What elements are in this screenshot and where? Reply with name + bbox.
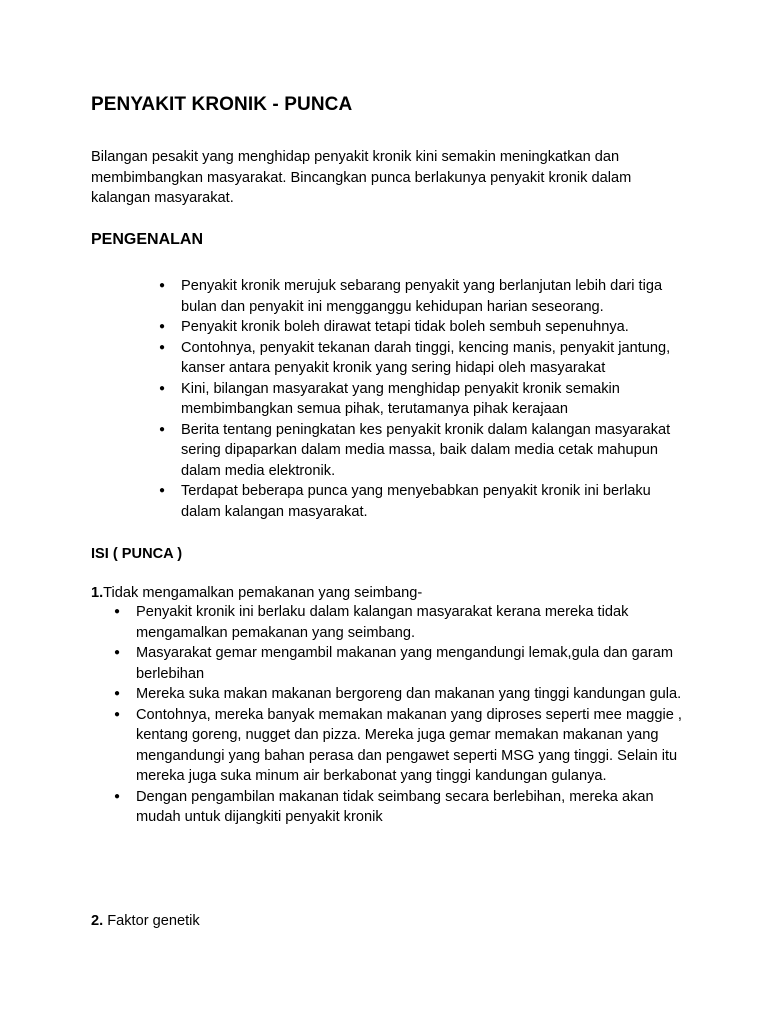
point-number: 1. [91,585,104,601]
list-item: ● Berita tentang peningkatan kes penyakit kronik dalam kalangan masyarakat sering dipaparkan dalam media massa, baik dalam media cetak mahupun dalam media elektronik. [181,420,691,482]
section-heading-isi: ISI ( PUNCA ) [91,546,183,562]
list-item: ● Mereka suka makan makanan bergoreng dan makanan yang tinggi kandungan gula. [136,684,691,705]
list-item: ● Contohnya, mereka banyak memakan makanan yang diproses seperti mee maggie , kentang goreng, nugget dan pizza. Mereka juga gemar memakan makanan yang mengandungi yang bahan perasa dan pengawet seperti MSG yang tinggi. Selain itu mereka juga suka minum air berkabonat yang tinggi kandungan gulanya. [136,705,691,787]
punca-1-bullet-list [136,602,691,828]
page-title: PENYAKIT KRONIK - PUNCA [91,94,353,115]
point-heading-1 [91,583,422,603]
intro-paragraph: Bilangan pesakit yang menghidap penyakit kronik kini semakin meningkatkan dan membimbangkan masyarakat. Bincangkan punca berlakunya penyakit kronik dalam kalangan masyarakat. [91,149,632,206]
list-item: ● Terdapat beberapa punca yang menyebabkan penyakit kronik ini berlaku dalam kalangan masyarakat. [181,481,691,522]
list-item: ● Penyakit kronik merujuk sebarang penyakit yang berlanjutan lebih dari tiga bulan dan penyakit ini mengganggu kehidupan harian seseorang. [181,276,691,317]
pengenalan-bullet-list [181,276,691,522]
point-title: Tidak mengamalkan pemakanan yang seimbang- [103,585,423,601]
point-title: Faktor genetik [103,913,200,929]
list-item: ● Masyarakat gemar mengambil makanan yang mengandungi lemak,gula dan garam berlebihan [136,643,691,684]
section-heading-pengenalan: PENGENALAN [91,231,204,248]
list-item: ● Kini, bilangan masyarakat yang menghidap penyakit kronik semakin membimbangkan semua pihak, terutamanya pihak kerajaan [181,379,691,420]
list-item: ● Penyakit kronik boleh dirawat tetapi tidak boleh sembuh sepenuhnya. [181,317,691,338]
list-item: ● Penyakit kronik ini berlaku dalam kalangan masyarakat kerana mereka tidak mengamalkan pemakanan yang seimbang. [136,602,691,643]
list-item: ● Dengan pengambilan makanan tidak seimbang secara berlebihan, mereka akan mudah untuk dijangkiti penyakit kronik [136,787,691,828]
point-heading-2 [91,911,200,931]
point-number: 2. [91,913,104,929]
list-item: ● Contohnya, penyakit tekanan darah tinggi, kencing manis, penyakit jantung, kanser antara penyakit kronik yang sering hidapi oleh masyarakat [181,338,691,379]
